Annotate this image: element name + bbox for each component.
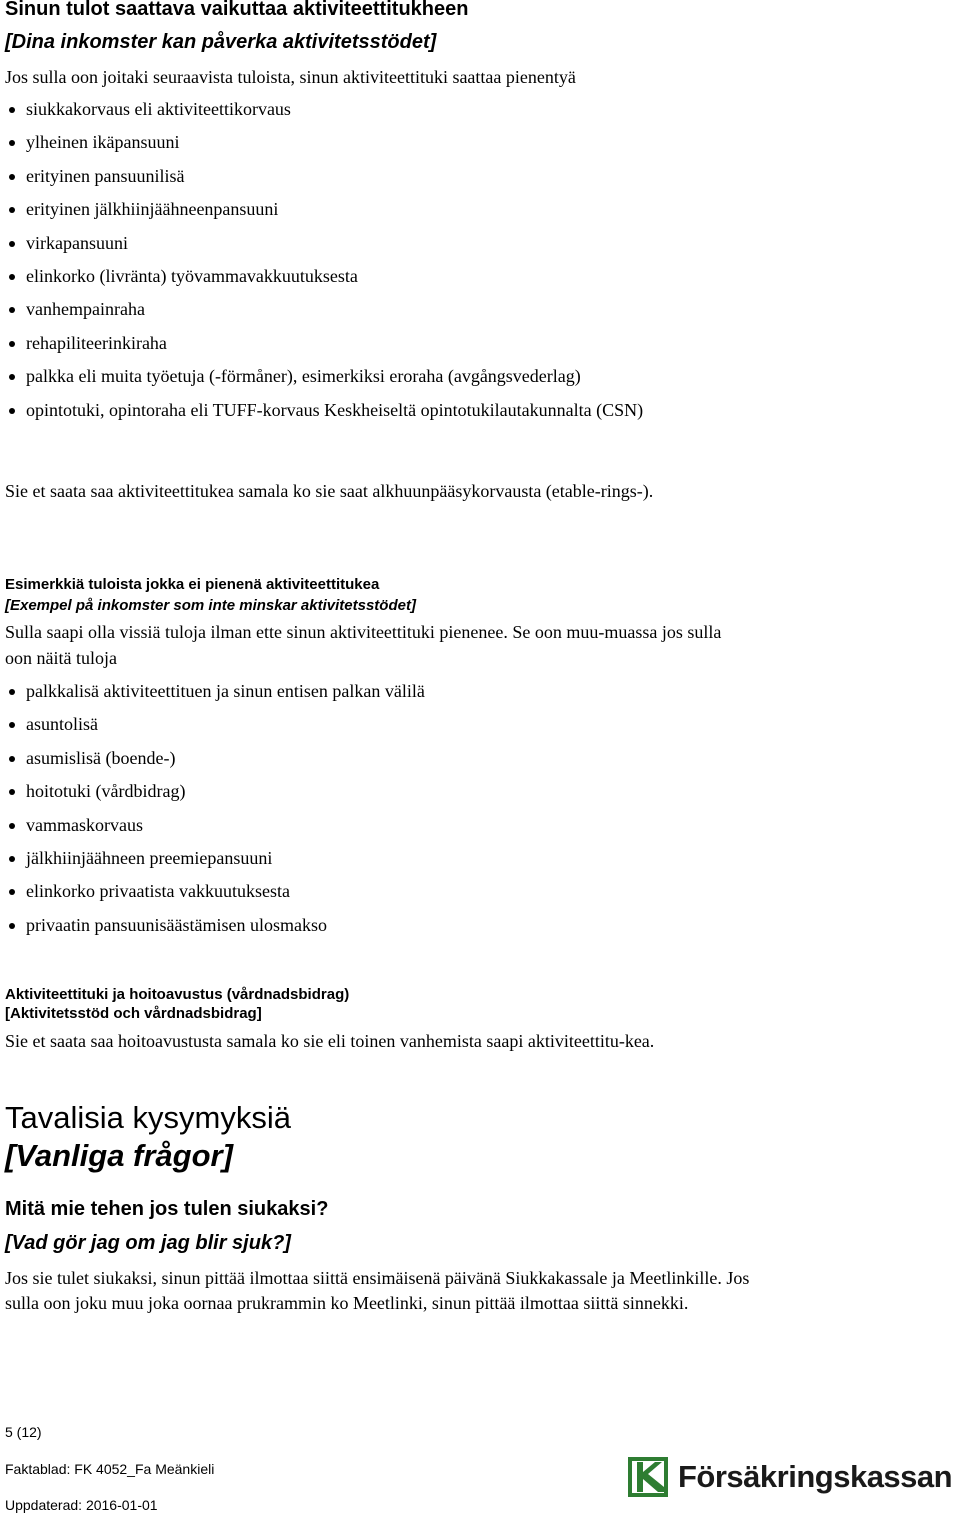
section-intro: Jos sulla oon joitaki seuraavista tuloista, sinun aktiviteettituki saattaa pienentyä	[5, 67, 576, 87]
logo-text: Försäkringskassan	[678, 1459, 953, 1494]
list-item-text: erityinen jälkhiinjäähneenpansuuni	[26, 199, 279, 220]
bullet-icon	[9, 307, 15, 313]
list-item	[0, 364, 726, 388]
list-item	[0, 913, 726, 937]
faq-title: Tavalisia kysymyksiä	[5, 1100, 291, 1135]
list-item-text: elinkorko (livränta) työvammavakkuutuksesta	[26, 265, 358, 286]
faq-question: Mitä mie tehen jos tulen siukaksi?	[5, 1198, 329, 1220]
bullet-icon	[9, 174, 15, 180]
list-item	[0, 712, 726, 736]
faq-answer: Jos sie tulet siukaksi, sinun pittää ilmottaa siittä ensimäisenä päivänä Siukkakassale ja Meetlinkille. Jos sulla oon joku muu joka oornaa prukrammin ko Meetlinki, sinun pittää ilmottaa siittä sinnekki.	[5, 1268, 750, 1313]
list-item-text: rehapiliteerinkiraha	[26, 332, 167, 353]
list-item	[0, 231, 726, 255]
list-item	[0, 264, 726, 288]
forsakringskassan-logo	[628, 1452, 958, 1502]
list-item-text: jälkhiinjäähneen preemiepansuuni	[26, 847, 273, 868]
page-number: 5 (12)	[5, 1424, 42, 1440]
updated-date: Uppdaterad: 2016-01-01	[5, 1497, 158, 1513]
subsection-title-sv: [Exempel på inkomster som inte minskar aktivitetsstödet]	[5, 597, 416, 614]
list-item-text: palkkalisä aktiviteettituen ja sinun entisen palkan välilä	[26, 681, 425, 701]
list-item-text: erityinen pansuunilisä	[26, 165, 185, 186]
list-item	[0, 197, 726, 221]
list-item	[0, 813, 726, 837]
list-item	[0, 679, 726, 703]
faq-title-sv: [Vanliga frågor]	[5, 1138, 233, 1173]
list-item	[0, 97, 726, 121]
list-item	[0, 331, 726, 355]
section-note: Sie et saata saa aktiviteettitukea samala ko sie saat alkhuunpääsykorvausta (etable-rings-).	[5, 481, 654, 501]
bullet-icon	[9, 207, 15, 213]
list-item-text: vanhempainraha	[26, 299, 145, 320]
bullet-icon	[9, 823, 15, 829]
list-item	[0, 879, 726, 903]
list-item-text: hoitotuki (vårdbidrag)	[26, 781, 186, 802]
list-item-text: ylheinen ikäpansuuni	[26, 132, 180, 153]
subsection-intro: Sulla saapi olla vissiä tuloja ilman ette sinun aktiviteettituki pienenee. Se oon muu-muassa jos sulla oon näitä tuloja	[5, 622, 722, 668]
list-item	[0, 846, 726, 870]
bullet-icon	[9, 789, 15, 795]
subsection-title-2: Aktiviteettituki ja hoitoavustus (vårdnadsbidrag)	[5, 986, 350, 1003]
list-item-text: siukkakorvaus eli aktiviteettikorvaus	[26, 99, 291, 119]
subsection-title: Esimerkkiä tuloista jokka ei pienenä aktiviteettitukea	[5, 576, 380, 593]
factsheet-id: Faktablad: FK 4052_Fa Meänkieli	[5, 1461, 215, 1477]
bullet-icon	[9, 689, 15, 695]
bullet-icon	[9, 856, 15, 862]
bullet-icon	[9, 140, 15, 146]
bullet-icon	[9, 923, 15, 929]
section-title-sv: [Dina inkomster kan påverka aktivitetsstödet]	[5, 31, 437, 53]
list-item-text: virkapansuuni	[26, 232, 128, 253]
subsection-text: Sie et saata saa hoitoavustusta samala ko sie eli toinen vanhemista saapi aktiviteettitu-kea.	[5, 1031, 655, 1051]
list-item-text: opintotuki, opintoraha eli TUFF-korvaus Keskheiseltä opintotukilautakunnalta (CSN)	[26, 399, 644, 420]
bullet-icon	[9, 107, 15, 113]
bullet-icon	[9, 756, 15, 762]
bullet-icon	[9, 241, 15, 247]
subsection-title-2-sv: [Aktivitetsstöd och vårdnadsbidrag]	[5, 1005, 262, 1022]
bullet-icon	[9, 374, 15, 380]
list-item-text: asumislisä (boende-)	[26, 747, 176, 768]
list-item	[0, 130, 726, 154]
list-item-text: elinkorko privaatista vakkuutuksesta	[26, 881, 290, 902]
list-item-text: vammaskorvaus	[26, 814, 143, 835]
list-item	[0, 398, 726, 422]
list-item-text: palkka eli muita työetuja (-förmåner), esimerkiksi eroraha (avgångsvederlag)	[26, 366, 581, 387]
list-item	[0, 779, 726, 803]
bullet-icon	[9, 341, 15, 347]
list-item	[0, 297, 726, 321]
bullet-icon	[9, 408, 15, 414]
list-item	[0, 164, 726, 188]
section-title: Sinun tulot saattava vaikuttaa aktiviteettitukheen	[5, 0, 469, 20]
faq-question-sv: [Vad gör jag om jag blir sjuk?]	[5, 1232, 291, 1254]
list-item-text: privaatin pansuunisäästämisen ulosmakso	[26, 914, 327, 935]
income-list	[0, 97, 726, 431]
list-item-text: asuntolisä	[26, 714, 98, 735]
bullet-icon	[9, 274, 15, 280]
bullet-icon	[9, 722, 15, 728]
logo-mark-icon	[628, 1457, 668, 1497]
bullet-icon	[9, 889, 15, 895]
list-item	[0, 746, 726, 770]
non-reducing-income-list	[0, 679, 726, 946]
